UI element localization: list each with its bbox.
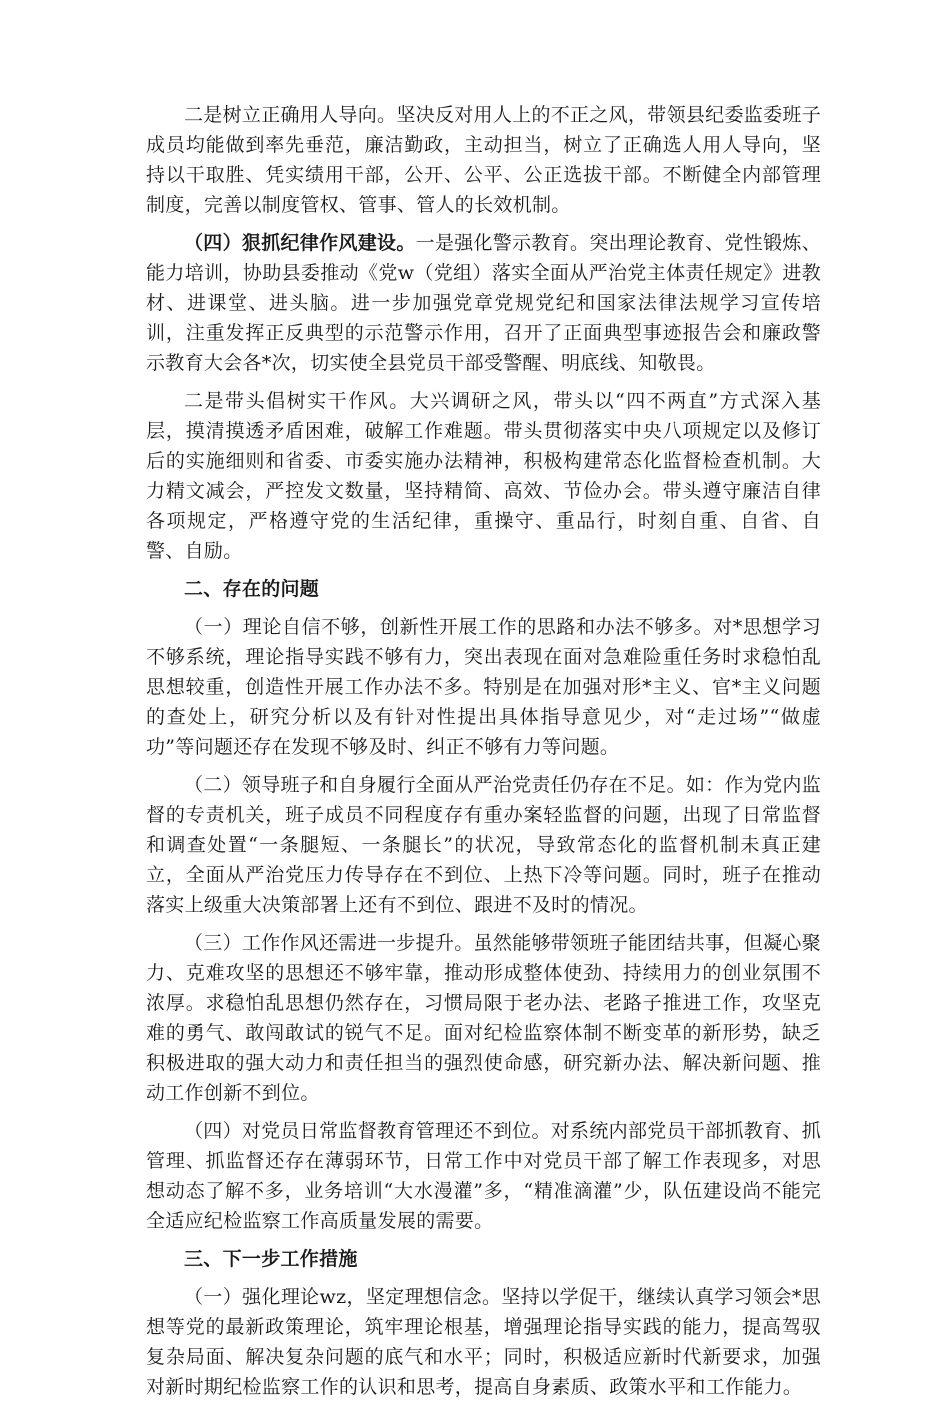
- section-heading-next-steps: 三、下一步工作措施: [184, 1248, 358, 1270]
- paragraph-1-text: 二是树立正确用人导向。坚决反对用人上的不正之风，带领县纪委监委班子成员均能做到率先垂范，廉洁勤政，主动担当，树立了正确选人用人导向，坚持以干取胜、凭实绩用干部，公开、公平、公正选拔干部。不断健全内部管理制度，完善以制度管权、管事、管人的长效机制。: [146, 104, 821, 216]
- paragraph-3-text: 二是带头倡树实干作风。大兴调研之风，带头以“四不两直”方式深入基层，摸清摸透矛盾困难，破解工作难题。带头贯彻落实中央八项规定以及修订后的实施细则和省委、市委实施办法精神，积极构建常态化监督检查机制。大力精文减会，严控发文数量，坚持精简、高效、节俭办会。带头遵守廉洁自律各项规定，严格遵守党的生活纪律，重操守、重品行，时刻自重、自省、自警、自励。: [146, 390, 821, 562]
- paragraph-7-text: （三）工作作风还需进一步提升。虽然能够带领班子能团结共事，但凝心聚力、克难攻坚的思想还不够牢靠，推动形成整体使劲、持续用力的创业氛围不浓厚。求稳怕乱思想仍然存在，习惯局限于老办法、老路子推进工作，攻坚克难的勇气、敢闯敢试的锐气不足。面对纪检监察体制不断变革的新形势，缺乏积极进取的强大动力和责任担当的强烈使命感，研究新办法、解决新问题、推动工作创新不到位。: [146, 932, 821, 1104]
- section-heading-problems: 二、存在的问题: [184, 578, 320, 600]
- paragraph-8-text: （四）对党员日常监督教育管理还不到位。对系统内部党员干部抓教育、抓管理、抓监督还存在薄弱环节，日常工作中对党员干部了解工作表现多，对思想动态了解不多，业务培训“大水漫灌”多，“精准滴灌”少，队伍建设尚不能完全适应纪检监察工作高质量发展的需要。: [146, 1120, 821, 1232]
- paragraph-5: [146, 612, 821, 762]
- paragraph-6: [146, 770, 821, 920]
- document-page: [146, 100, 821, 1410]
- paragraph-8: [146, 1116, 821, 1236]
- paragraph-6-text: （二）领导班子和自身履行全面从严治党责任仍存在不足。如：作为党内监督的专责机关，班子成员不同程度存有重办案轻监督的问题，出现了日常监督和调查处置“一条腿短、一条腿长”的状况，导致常态化的监督机制未真正建立，全面从严治党压力传导存在不到位、上热下冷等问题。同时，班子在推动落实上级重大决策部署上还有不到位、跟进不及时的情况。: [146, 774, 821, 916]
- section-subheading-4: （四）狠抓纪律作风建设。: [184, 232, 416, 254]
- paragraph-3: [146, 386, 821, 566]
- paragraph-10: [146, 1282, 821, 1402]
- paragraph-1: [146, 100, 821, 220]
- paragraph-10-text: （一）强化理论wz，坚定理想信念。坚持以学促干，继续认真学习领会*思想等党的最新政策理论，筑牢理论根基，增强理论指导实践的能力，提高驾驭复杂局面、解决复杂问题的底气和水平；同时，积极适应新时代新要求，加强对新时期纪检监察工作的认识和思考，提高自身素质、政策水平和工作能力。: [146, 1286, 821, 1398]
- paragraph-2: [146, 228, 821, 378]
- paragraph-5-text: （一）理论自信不够，创新性开展工作的思路和办法不够多。对*思想学习不够系统，理论指导实践不够有力，突出表现在面对急难险重任务时求稳怕乱思想较重，创造性开展工作办法不多。特别是在加强对形*主义、官*主义问题的查处上，研究分析以及有针对性提出具体指导意见少，对“走过场”“做虚功”等问题还存在发现不够及时、纠正不够有力等问题。: [146, 616, 821, 758]
- paragraph-7: [146, 928, 821, 1108]
- paragraph-2-text: 一是强化警示教育。突出理论教育、党性锻炼、能力培训，协助县委推动《党w（党组）落实全面从严治党主体责任规定》进教材、进课堂、进头脑。进一步加强党章党规党纪和国家法律法规学习宣传培训，注重发挥正反典型的示范警示作用，召开了正面典型事迹报告会和廉政警示教育大会各*次，切实使全县党员干部受警醒、明底线、知敬畏。: [146, 232, 821, 374]
